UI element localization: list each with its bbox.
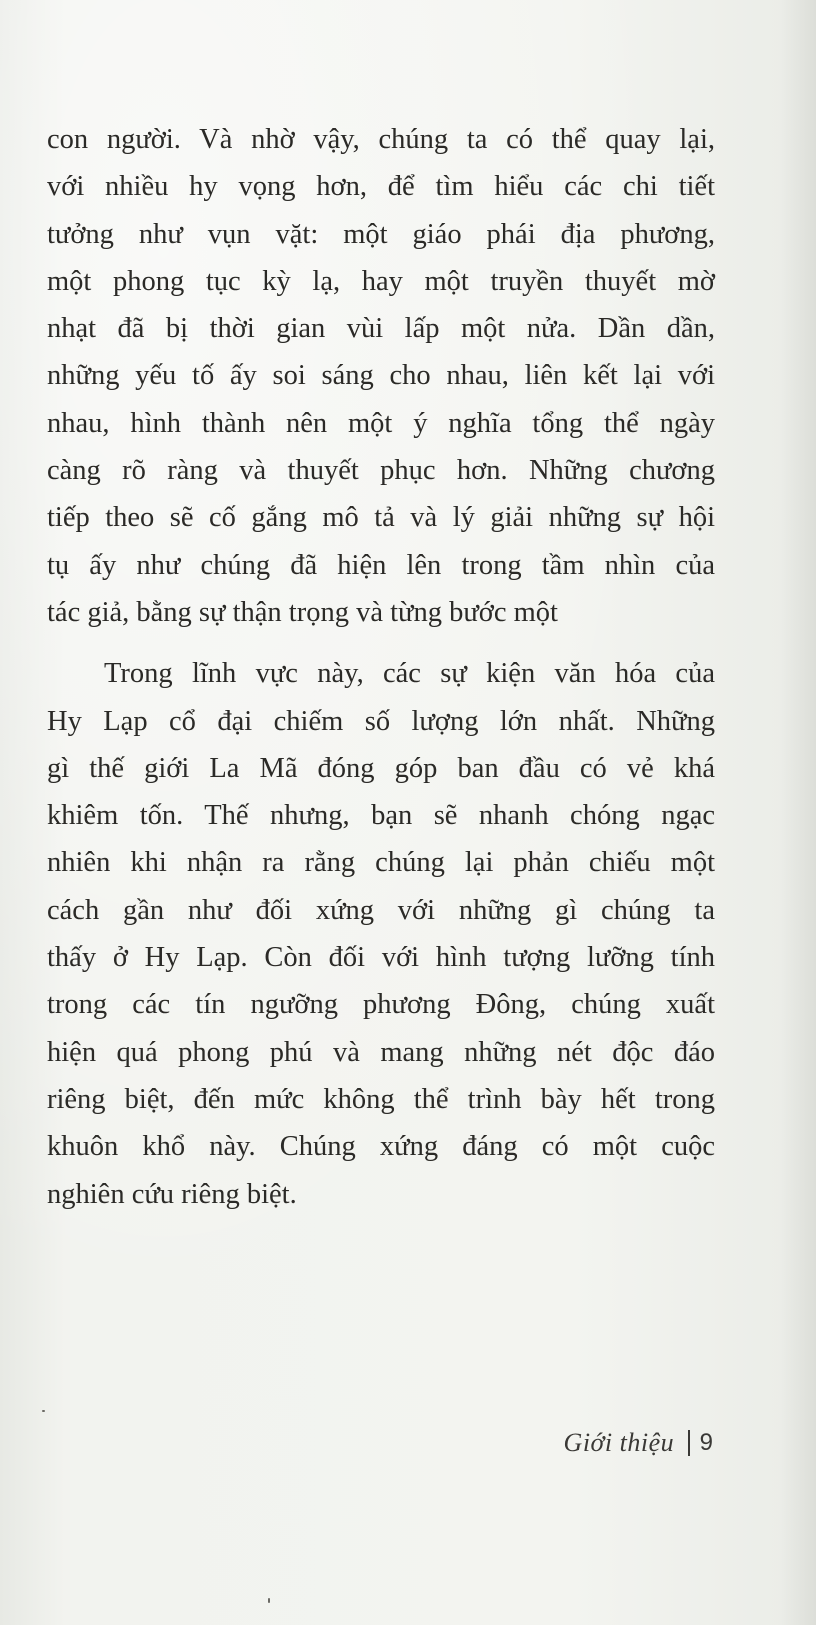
text-line: những yếu tố ấy soi sáng cho nhau, liên kết lại với: [47, 360, 715, 392]
text-line: với nhiều hy vọng hơn, để tìm hiểu các chi tiết: [47, 171, 715, 203]
text-line: nhạt đã bị thời gian vùi lấp một nửa. Dần dần,: [47, 313, 715, 345]
print-speck: [42, 1410, 45, 1412]
text-line: tiếp theo sẽ cố gắng mô tả và lý giải những sự hội: [47, 502, 715, 534]
text-line: tác giả, bằng sự thận trọng và từng bước một: [47, 596, 558, 628]
text-line: tưởng như vụn vặt: một giáo phái địa phương,: [47, 218, 715, 250]
page-footer: [564, 1428, 713, 1458]
text-line: nhiên khi nhận ra rằng chúng lại phản chiếu một: [47, 847, 715, 879]
text-line: khuôn khổ này. Chúng xứng đáng có một cuộc: [47, 1131, 715, 1163]
text-line: cách gần như đối xứng với những gì chúng ta: [47, 894, 715, 926]
text-line: gì thế giới La Mã đóng góp ban đầu có vẻ khá: [47, 752, 715, 784]
text-line: nghiên cứu riêng biệt.: [47, 1178, 297, 1210]
body-text: [47, 116, 715, 1218]
text-line: một phong tục kỳ lạ, hay một truyền thuyết mờ: [47, 265, 715, 297]
page-edge-shadow: [780, 0, 816, 1625]
text-line: nhau, hình thành nên một ý nghĩa tổng thể ngày: [47, 407, 715, 439]
page-number: 9: [699, 1429, 713, 1456]
footer-divider: [688, 1430, 690, 1456]
text-line: trong các tín ngưỡng phương Đông, chúng xuất: [47, 989, 715, 1021]
text-line: khiêm tốn. Thế nhưng, bạn sẽ nhanh chóng ngạc: [47, 800, 715, 832]
text-line: thấy ở Hy Lạp. Còn đối với hình tượng lưỡng tính: [47, 942, 715, 974]
text-line: con người. Và nhờ vậy, chúng ta có thể quay lại,: [47, 124, 715, 155]
text-line: Trong lĩnh vực này, các sự kiện văn hóa của: [104, 658, 715, 690]
paragraph-1: [47, 116, 715, 636]
paragraph-2: [47, 650, 715, 1218]
text-line: Hy Lạp cổ đại chiếm số lượng lớn nhất. Những: [47, 705, 715, 737]
text-line: tụ ấy như chúng đã hiện lên trong tầm nhìn của: [47, 549, 715, 581]
running-head: Giới thiệu: [563, 1428, 675, 1457]
text-line: riêng biệt, đến mức không thể trình bày hết trong: [47, 1083, 715, 1115]
text-line: càng rõ ràng và thuyết phục hơn. Những chương: [47, 455, 715, 487]
print-speck: [268, 1598, 270, 1603]
text-line: hiện quá phong phú và mang những nét độc đáo: [47, 1036, 715, 1068]
